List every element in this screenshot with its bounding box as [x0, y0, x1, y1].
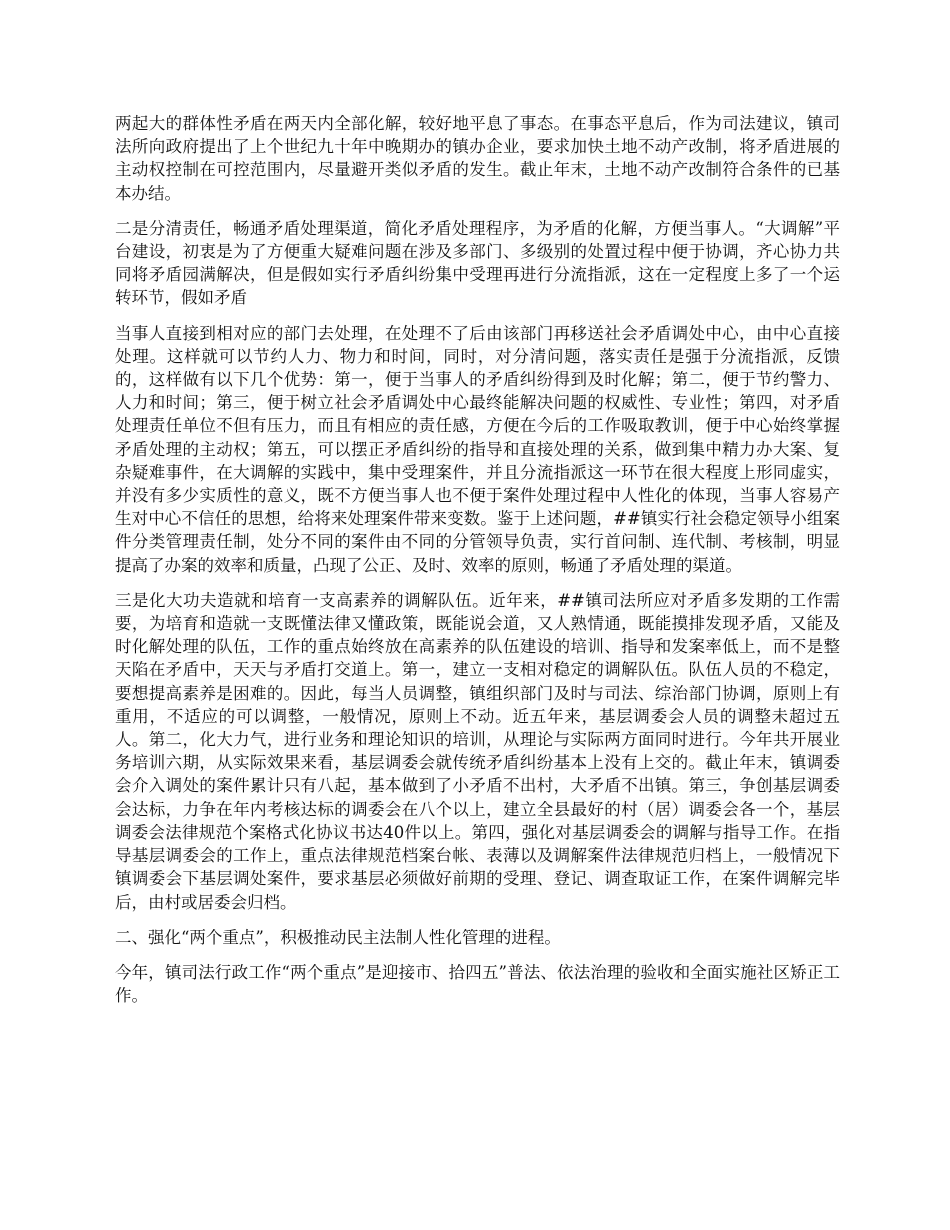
section-heading-two-priorities: 二、强化“两个重点”，积极推动民主法制人性化管理的进程。: [115, 927, 561, 947]
paragraph-direct-handling: 当事人直接到相对应的部门去处理，在处理不了后由该部门再移送社会矛盾调处中心，由中心直接处理。这样就可以节约人力、物力和时间，同时，对分清问题，落实责任是强于分流指派，反馈的，这样做有以下几个优势：第一，便于当事人的矛盾纠纷得到及时化解；第二，便于节约警力、人力和时间；第三，便于树立社会矛盾调处中心最终能解决问题的权威性、专业性；第四，对矛盾处理责任单位不但有压力，而且有相应的责任感，方便在今后的工作吸取教训，便于中心始终掌握矛盾处理的主动权；第五，可以摆正矛盾纠纷的指导和直接处理的关系，做到集中精力办大案、复杂疑难事件，在大调解的实践中，集中受理案件，并且分流指派这一环节在很大程度上形同虚实，并没有多少实质性的意义，既不方便当事人也不便于案件处理过程中人性化的体现，当事人容易产生对中心不信任的思想，给将来处理案件带来变数。鉴于上述问题，##镇实行社会稳定领导小组案件分类管理责任制，处分不同的案件由不同的分管领导负责，实行首问制、连代制、考核制，明显提高了办案的效率和质量，凸现了公正、及时、效率的原则，畅通了矛盾处理的渠道。: [115, 323, 840, 575]
paragraph-mediation-team: 三是化大功夫造就和培育一支高素养的调解队伍。近年来，##镇司法所应对矛盾多发期的工作需要，为培育和造就一支既懂法律又懂政策，既能说会道，又人熟情通，既能摸排发现矛盾，又能及时化解处理的队伍，工作的重点始终放在高素养的队伍建设的培训、指导和发案率低上，而不是整天陷在矛盾中，天天与矛盾打交道上。第一，建立一支相对稳定的调解队伍。队伍人员的不稳定，要想提高素养是困难的。因此，每当人员调整，镇组织部门及时与司法、综治部门协调，原则上有重用，不适应的可以调整，一般情况，原则上不动。近五年来，基层调委会人员的调整未超过五人。第二，化大力气，进行业务和理论知识的培训，从理论与实际两方面同时进行。今年共开展业务培训六期，从实际效果来看，基层调委会就传统矛盾纠纷基本上没有上交的。截止年末，镇调委会介入调处的案件累计只有八起，基本做到了小矛盾不出村，大矛盾不出镇。第三，争创基层调委会达标，力争在年内考核达标的调委会在八个以上，建立全县最好的村（居）调委会各一个，基层调委会法律规范个案格式化协议书达40件以上。第四，强化对基层调委会的调解与指导工作。在指导基层调委会的工作上，重点法律规范档案台帐、表薄以及调解案件法律规范归档上，一般情况下镇调委会下基层调处案件，要求基层必须做好前期的受理、登记、调查取证工作，在案件调解完毕后，由村或居委会归档。: [115, 590, 840, 912]
paragraph-conflict-resolution: 两起大的群体性矛盾在两天内全部化解，较好地平息了事态。在事态平息后，作为司法建议，镇司法所向政府提出了上个世纪九十年中晚期办的镇办企业，要求加快土地不动产改制，将矛盾进展的主动权控制在可控范围内，尽量避开类似矛盾的发生。截止年末，土地不动产改制符合条件的已基本办结。: [115, 114, 840, 203]
document-page: [115, 112, 840, 1019]
paragraph-this-year: 今年，镇司法行政工作“两个重点”是迎接市、拾四五”普法、依法治理的验收和全面实施社区矫正工作。: [115, 962, 840, 1006]
paragraph-responsibility: 二是分清责任，畅通矛盾处理渠道，简化矛盾处理程序，为矛盾的化解，方便当事人。“大调解”平台建设，初衷是为了方便重大疑难问题在涉及多部门、多级别的处置过程中便于协调，齐心协力共同将矛盾园满解决，但是假如实行矛盾纠纷集中受理再进行分流指派，这在一定程度上多了一个运转环节，假如矛盾: [115, 218, 840, 308]
